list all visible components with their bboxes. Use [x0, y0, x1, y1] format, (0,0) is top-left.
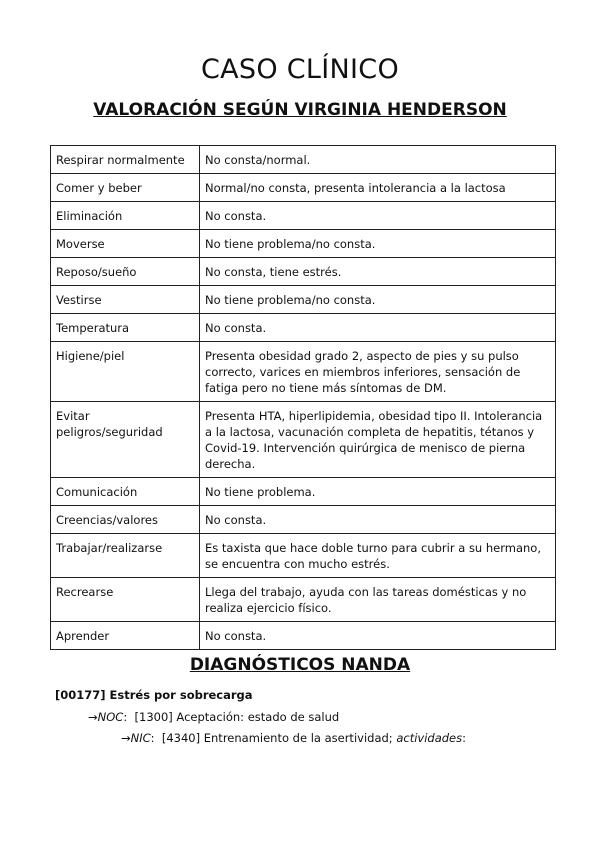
- value-cell: No consta.: [200, 622, 556, 650]
- table-row: [51, 202, 556, 230]
- section-heading-henderson: VALORACIÓN SEGÚN VIRGINIA HENDERSON: [93, 100, 507, 120]
- table-row: [51, 534, 556, 578]
- value-cell: Normal/no consta, presenta intolerancia a la lactosa: [200, 174, 556, 202]
- value-cell: Presenta obesidad grado 2, aspecto de pies y su pulso correcto, varices en miembros inferiores, sensación de fatiga pero no tiene más síntomas de DM.: [200, 342, 556, 402]
- table-row: [51, 314, 556, 342]
- nic-text: [4340] Entrenamiento de la asertividad;: [161, 731, 393, 745]
- noc-separator: :: [123, 710, 128, 724]
- need-cell: Vestirse: [51, 286, 200, 314]
- noc-text: [1300] Aceptación: estado de salud: [134, 710, 340, 724]
- need-cell: Temperatura: [51, 314, 200, 342]
- value-cell: No tiene problema.: [200, 478, 556, 506]
- nic-label: NIC: [130, 731, 151, 745]
- need-cell: Recrearse: [51, 578, 200, 622]
- table-row: [51, 342, 556, 402]
- table-row: [51, 230, 556, 258]
- need-cell: Comer y beber: [51, 174, 200, 202]
- nic-separator: :: [150, 731, 155, 745]
- need-cell: Higiene/piel: [51, 342, 200, 402]
- value-cell: No tiene problema/no consta.: [200, 230, 556, 258]
- nanda-diagnosis: [00177] Estrés por sobrecarga: [55, 688, 253, 702]
- nic-end: :: [462, 731, 466, 745]
- noc-line: [88, 710, 339, 724]
- value-cell: No consta/normal.: [200, 146, 556, 174]
- table-row: [51, 402, 556, 478]
- table-row: [51, 258, 556, 286]
- value-cell: No consta, tiene estrés.: [200, 258, 556, 286]
- page-title: CASO CLÍNICO: [200, 54, 400, 85]
- table-row: [51, 622, 556, 650]
- need-cell: Aprender: [51, 622, 200, 650]
- table-row: [51, 478, 556, 506]
- need-cell: Eliminación: [51, 202, 200, 230]
- value-cell: No consta.: [200, 314, 556, 342]
- value-cell: Presenta HTA, hiperlipidemia, obesidad tipo II. Intolerancia a la lactosa, vacunación completa de hepatitis, tétanos y Covid-19. Intervención quirúrgica de menisco de pierna derecha.: [200, 402, 556, 478]
- table-row: [51, 506, 556, 534]
- table-row: [51, 286, 556, 314]
- value-cell: Llega del trabajo, ayuda con las tareas domésticas y no realiza ejercicio físico.: [200, 578, 556, 622]
- nic-activities-label: actividades: [396, 731, 463, 745]
- table-row: [51, 146, 556, 174]
- nic-line: [121, 731, 466, 745]
- need-cell: Trabajar/realizarse: [51, 534, 200, 578]
- value-cell: No tiene problema/no consta.: [200, 286, 556, 314]
- table-row: [51, 578, 556, 622]
- value-cell: Es taxista que hace doble turno para cubrir a su hermano, se encuentra con mucho estrés.: [200, 534, 556, 578]
- need-cell: Comunicación: [51, 478, 200, 506]
- need-cell: Creencias/valores: [51, 506, 200, 534]
- henderson-assessment-table: [50, 145, 556, 650]
- value-cell: No consta.: [200, 506, 556, 534]
- arrow-icon: →: [88, 710, 98, 724]
- noc-label: NOC: [97, 710, 124, 724]
- need-cell: Respirar normalmente: [51, 146, 200, 174]
- table-row: [51, 174, 556, 202]
- need-cell: Reposo/sueño: [51, 258, 200, 286]
- value-cell: No consta.: [200, 202, 556, 230]
- section-heading-nanda: DIAGNÓSTICOS NANDA: [189, 655, 411, 675]
- arrow-icon: →: [121, 731, 131, 745]
- need-cell: Moverse: [51, 230, 200, 258]
- need-cell: Evitar peligros/seguridad: [51, 402, 200, 478]
